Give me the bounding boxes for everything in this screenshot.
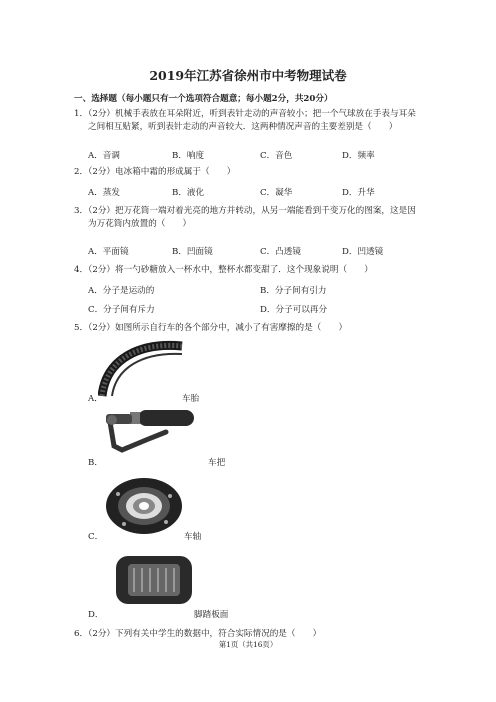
page-footer: 第1页（共16页） [218,640,278,649]
option-d[interactable]: D．分子可以再分 [260,305,328,315]
option-d[interactable]: D． [88,610,104,620]
pedal-image [112,550,196,610]
option-d[interactable]: D．频率 [342,151,375,161]
option-c[interactable]: C．凸透镜 [260,247,301,257]
option-c-label: 车轴 [184,532,202,542]
option-d-label: 脚踏板面 [194,610,229,620]
option-a[interactable]: A．平面镜 [88,247,129,257]
axle-image [104,474,184,536]
question-2 [74,166,434,179]
question-1-line1: 1．（2分）机械手表放在耳朵附近，听到表针走动的声音较小；把一个气球放在手表与耳朵 [74,109,416,119]
question-5 [74,322,434,335]
option-a-label: 车胎 [182,394,200,404]
option-a[interactable]: A． [88,394,103,404]
tire-image [98,340,184,398]
section-heading: 一、选择题（每小题只有一个选项符合题意；每小题2分，共20分） [74,94,333,104]
option-b[interactable]: B． [88,458,103,468]
question-4-line1: 4．（2分）将一勺砂糖放入一杯水中，整杯水都变甜了．这个现象说明（ ） [74,265,373,275]
option-c[interactable]: C．分子间有斥力 [88,305,155,315]
option-a[interactable]: A．分子是运动的 [88,286,155,296]
option-b-label: 车把 [208,458,226,468]
question-5-line1: 5．（2分）如图所示自行车的各个部分中，减小了有害摩擦的是（ ） [74,323,348,333]
question-1 [74,108,434,134]
option-c[interactable]: C．凝华 [260,188,293,198]
option-b[interactable]: B．液化 [172,188,205,198]
question-2-line1: 2．（2分）电冰箱中霜的形成属于（ ） [74,167,236,177]
option-c[interactable]: C． [88,532,104,542]
question-3-line2: 为万花筒内放置的（ ） [88,219,192,229]
option-c[interactable]: C．音色 [260,151,293,161]
question-6-line1: 6．（2分）下列有关中学生的数据中，符合实际情况的是（ ） [74,629,322,639]
page-title: 2019年江苏省徐州市中考物理试卷 [149,68,347,83]
option-d[interactable]: D．升华 [342,188,375,198]
option-b[interactable]: B．分子间有引力 [260,286,327,296]
handlebar-image [100,406,196,456]
option-b[interactable]: B．响度 [172,151,205,161]
option-b[interactable]: B．凹面镜 [172,247,213,257]
option-a[interactable]: A．音调 [88,151,120,161]
option-d[interactable]: D．凹透镜 [342,247,384,257]
question-1-line2: 之间相互贴紧，听到表针走动的声音较大．这两种情况声音的主要差别是（ ） [88,122,398,132]
option-a[interactable]: A．蒸发 [88,188,120,198]
question-3 [74,205,434,231]
question-3-line1: 3．（2分）把万花筒一端对着光亮的地方并转动，从另一端能看到千变万化的图案，这是因 [74,206,416,216]
question-4 [74,264,434,277]
